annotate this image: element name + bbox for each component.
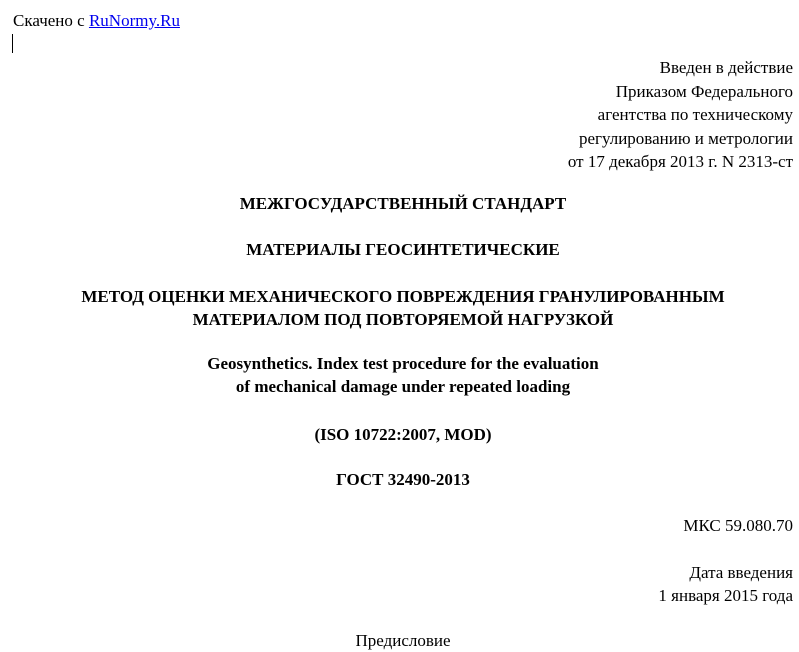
- source-prefix: Скачено с: [13, 11, 89, 30]
- standard-type-heading: МЕЖГОСУДАРСТВЕННЫЙ СТАНДАРТ: [239, 194, 567, 213]
- english-title: [0, 352, 799, 398]
- introduction-date: 1 января 2015 года: [658, 586, 793, 605]
- approval-line: Приказом Федерального: [615, 81, 793, 101]
- introduction-date-block: [658, 561, 793, 607]
- document-title: [0, 285, 799, 331]
- english-title-line: Geosynthetics. Index test procedure for the evaluation: [207, 354, 599, 373]
- approval-line: агентства по техническому: [597, 105, 793, 124]
- introduction-label: Дата введения: [689, 563, 793, 582]
- gost-number: ГОСТ 32490-2013: [336, 470, 470, 489]
- subject-heading: МАТЕРИАЛЫ ГЕОСИНТЕТИЧЕСКИЕ: [246, 240, 560, 259]
- approval-line: регулированию и метрологии: [578, 128, 793, 148]
- foreword-heading: Предисловие: [355, 631, 451, 650]
- approval-line: Введен в действие: [659, 58, 793, 77]
- classification-code: МКС 59.080.70: [683, 516, 793, 535]
- approval-line: от 17 декабря 2013 г. N 2313-ст: [567, 152, 793, 171]
- title-line: МАТЕРИАЛОМ ПОД ПОВТОРЯЕМОЙ НАГРУЗКОЙ: [192, 310, 614, 329]
- title-line: МЕТОД ОЦЕНКИ МЕХАНИЧЕСКОГО ПОВРЕЖДЕНИЯ ГРАНУЛИРОВАННЫМ: [81, 287, 725, 306]
- iso-reference: (ISO 10722:2007, MOD): [314, 425, 492, 444]
- approval-block: [568, 56, 793, 174]
- source-link[interactable]: RuNormy.Ru: [88, 11, 180, 30]
- text-cursor: [12, 34, 13, 53]
- source-line: [13, 9, 180, 32]
- english-title-line: of mechanical damage under repeated loading: [235, 377, 571, 396]
